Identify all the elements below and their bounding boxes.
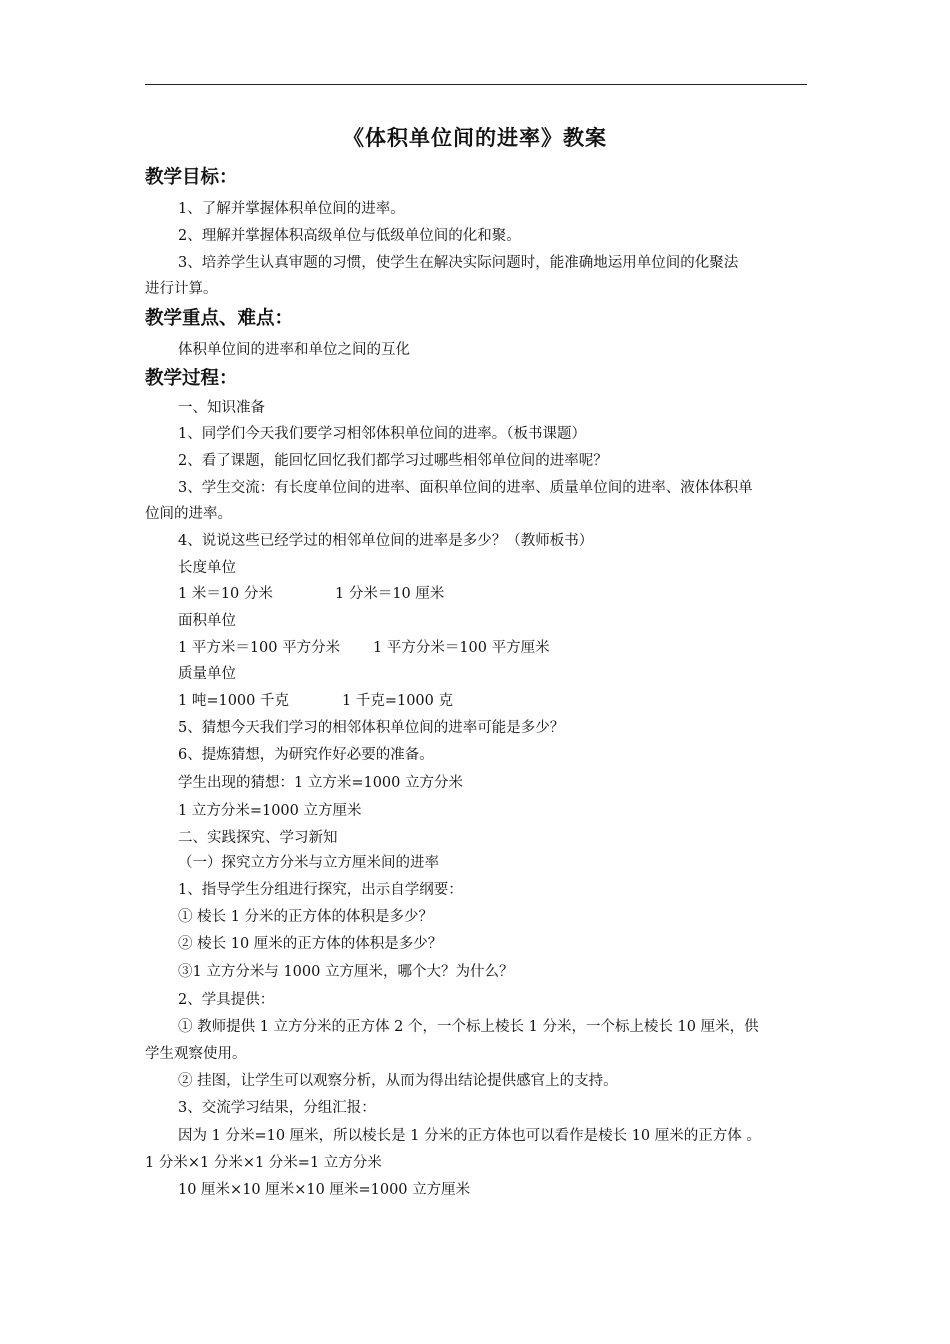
- unit-conversion: 1 分米＝10 厘米: [335, 586, 445, 602]
- process-line: 2、看了课题，能回忆回忆我们都学习过哪些相邻单位间的进率呢？: [178, 453, 608, 469]
- process-line: 3、交流学习结果，分组汇报：: [178, 1100, 376, 1116]
- unit-category-length: 长度单位: [178, 560, 236, 576]
- list-item: ② 挂图，让学生可以观察分析，从而为得出结论提供感官上的支持。: [178, 1073, 618, 1089]
- process-line: 5、猜想今天我们学习的相邻体积单位间的进率可能是多少？: [178, 720, 565, 736]
- process-line: 因为 1 分米=10 厘米，所以棱长是 1 分米的正方体也可以看作是棱长 10 厘米的正方体 。: [178, 1128, 761, 1144]
- section-heading-process: 教学过程：: [145, 368, 238, 389]
- unit-category-mass: 质量单位: [178, 666, 236, 682]
- list-item-continued: 学生观察使用。: [145, 1046, 247, 1062]
- list-item: ① 棱长 1 分米的正方体的体积是多少？: [178, 909, 434, 925]
- unit-category-area: 面积单位: [178, 613, 236, 629]
- unit-conversion: 1 吨=1000 千克: [178, 693, 289, 709]
- process-line: 4、说说这些已经学过的相邻单位间的进率是多少？（教师板书）: [178, 533, 594, 549]
- process-line: 3、学生交流：有长度单位间的进率、面积单位间的进率、质量单位间的进率、液体体积单: [178, 480, 753, 496]
- goal-item-3: 3、培养学生认真审题的习惯，使学生在解决实际问题时，能准确地运用单位间的化聚法: [178, 255, 739, 271]
- list-item: ① 教师提供 1 立方分米的正方体 2 个，一个标上棱长 1 分米，一个标上棱长 10 厘米，供: [178, 1019, 759, 1035]
- process-line: 1、指导学生分组进行探究，出示自学纲要：: [178, 882, 463, 898]
- unit-conversion: 1 平方米＝100 平方分米: [178, 640, 341, 656]
- goal-item-3-continued: 进行计算。: [145, 281, 218, 297]
- unit-conversion: 1 米＝10 分米: [178, 586, 273, 602]
- document-title: 《体积单位间的进率》教案: [343, 126, 607, 150]
- section-heading-goals: 教学目标：: [145, 167, 238, 188]
- formula-line: 10 厘米×10 厘米×10 厘米=1000 立方厘米: [178, 1182, 471, 1198]
- goal-item-1: 1、了解并掌握体积单位间的进率。: [178, 201, 405, 217]
- list-item: ② 棱长 10 厘米的正方体的体积是多少？: [178, 936, 443, 952]
- formula-line: 1 分米×1 分米×1 分米=1 立方分米: [145, 1155, 382, 1171]
- section-subheading: （一）探究立方分米与立方厘米间的进率: [178, 855, 439, 871]
- process-line: 2、学具提供：: [178, 992, 275, 1008]
- process-line: 1 立方分米=1000 立方厘米: [178, 803, 362, 819]
- process-line: 1、同学们今天我们要学习相邻体积单位间的进率。（板书课题）: [178, 426, 586, 442]
- unit-conversion: 1 平方分米＝100 平方厘米: [373, 640, 550, 656]
- list-item: ③1 立方分米与 1000 立方厘米，哪个大？为什么？: [178, 964, 514, 980]
- process-line: 6、提炼猜想，为研究作好必要的准备。: [178, 747, 434, 763]
- section-subheading: 二、实践探究、学习新知: [178, 830, 338, 846]
- header-rule: [145, 84, 807, 85]
- goal-item-2: 2、理解并掌握体积高级单位与低级单位间的化和聚。: [178, 228, 521, 244]
- unit-conversion: 1 千克=1000 克: [342, 693, 453, 709]
- process-line: 位间的进率。: [145, 506, 232, 522]
- section-heading-keypoints: 教学重点、难点：: [145, 308, 294, 329]
- keypoints-text: 体积单位间的进率和单位之间的互化: [178, 342, 410, 358]
- process-line: 一、知识准备: [178, 400, 265, 416]
- process-line: 学生出现的猜想：1 立方米=1000 立方分米: [178, 775, 463, 791]
